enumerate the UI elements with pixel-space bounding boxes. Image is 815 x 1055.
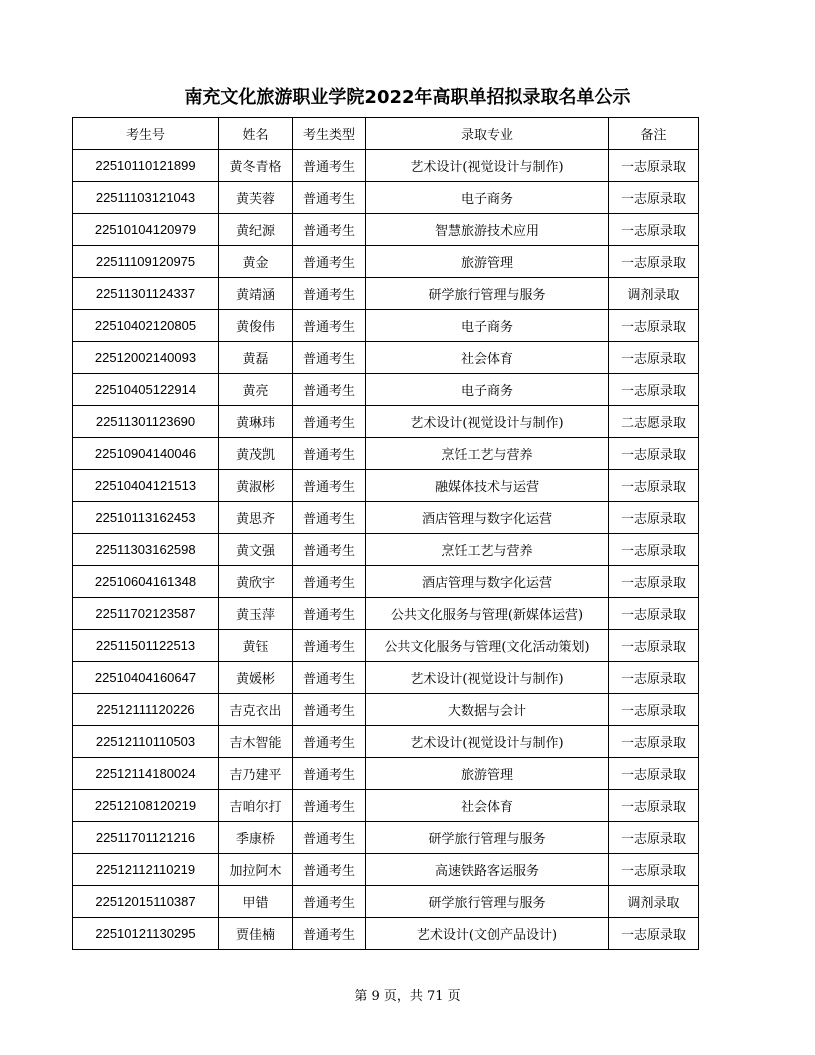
candidate-type-cell: 普通考生 [293,438,366,470]
major-cell: 研学旅行管理与服务 [366,886,609,918]
exam-id-cell: 22511301124337 [73,278,219,310]
exam-id-cell: 22512108120219 [73,790,219,822]
candidate-type-cell: 普通考生 [293,534,366,566]
table-row [73,438,699,470]
major-cell: 艺术设计(视觉设计与制作) [366,726,609,758]
major-cell: 大数据与会计 [366,694,609,726]
remark-cell: 一志原录取 [609,566,699,598]
remark-cell: 一志原录取 [609,662,699,694]
candidate-type-cell: 普通考生 [293,150,366,182]
candidate-type-cell: 普通考生 [293,406,366,438]
candidate-type-cell: 普通考生 [293,822,366,854]
candidate-type-cell: 普通考生 [293,278,366,310]
table-row [73,214,699,246]
candidate-type-cell: 普通考生 [293,918,366,950]
exam-id-cell: 22510121130295 [73,918,219,950]
name-cell: 吉克衣出 [219,694,293,726]
major-cell: 酒店管理与数字化运营 [366,502,609,534]
header-name: 姓名 [219,118,293,150]
remark-cell: 二志愿录取 [609,406,699,438]
major-cell: 社会体育 [366,342,609,374]
candidate-type-cell: 普通考生 [293,726,366,758]
exam-id-cell: 22511103121043 [73,182,219,214]
exam-id-cell: 22511303162598 [73,534,219,566]
name-cell: 黄媛彬 [219,662,293,694]
candidate-type-cell: 普通考生 [293,342,366,374]
remark-cell: 一志原录取 [609,310,699,342]
major-cell: 酒店管理与数字化运营 [366,566,609,598]
major-cell: 烹饪工艺与营养 [366,438,609,470]
table-row [73,566,699,598]
page-title: 南充文化旅游职业学院2022年高职单招拟录取名单公示 [184,87,631,108]
table-row [73,310,699,342]
remark-cell: 一志原录取 [609,694,699,726]
table-body [73,150,699,950]
exam-id-cell: 22510402120805 [73,310,219,342]
major-cell: 艺术设计(视觉设计与制作) [366,662,609,694]
name-cell: 黄俊伟 [219,310,293,342]
candidate-type-cell: 普通考生 [293,566,366,598]
major-cell: 研学旅行管理与服务 [366,822,609,854]
remark-cell: 一志原录取 [609,758,699,790]
exam-id-cell: 22510404160647 [73,662,219,694]
candidate-type-cell: 普通考生 [293,886,366,918]
exam-id-cell: 22510113162453 [73,502,219,534]
major-cell: 电子商务 [366,182,609,214]
exam-id-cell: 22512002140093 [73,342,219,374]
candidate-type-cell: 普通考生 [293,630,366,662]
table-row [73,886,699,918]
table-row [73,150,699,182]
name-cell: 黄冬青格 [219,150,293,182]
major-cell: 公共文化服务与管理(新媒体运营) [366,598,609,630]
table-row [73,854,699,886]
candidate-type-cell: 普通考生 [293,502,366,534]
remark-cell: 一志原录取 [609,822,699,854]
remark-cell: 调剂录取 [609,886,699,918]
exam-id-cell: 22510405122914 [73,374,219,406]
major-cell: 研学旅行管理与服务 [366,278,609,310]
candidate-type-cell: 普通考生 [293,662,366,694]
exam-id-cell: 22512111120226 [73,694,219,726]
table-row [73,342,699,374]
exam-id-cell: 22512110110503 [73,726,219,758]
name-cell: 黄磊 [219,342,293,374]
name-cell: 黄靖涵 [219,278,293,310]
name-cell: 黄思齐 [219,502,293,534]
exam-id-cell: 22511702123587 [73,598,219,630]
name-cell: 黄琳玮 [219,406,293,438]
exam-id-cell: 22511109120975 [73,246,219,278]
header-major: 录取专业 [366,118,609,150]
candidate-type-cell: 普通考生 [293,694,366,726]
major-cell: 电子商务 [366,374,609,406]
exam-id-cell: 22510404121513 [73,470,219,502]
name-cell: 黄亮 [219,374,293,406]
table-row [73,758,699,790]
exam-id-cell: 22510604161348 [73,566,219,598]
remark-cell: 一志原录取 [609,246,699,278]
header-exam-id: 考生号 [73,118,219,150]
remark-cell: 一志原录取 [609,502,699,534]
exam-id-cell: 22510904140046 [73,438,219,470]
table-row [73,726,699,758]
table-row [73,918,699,950]
candidate-type-cell: 普通考生 [293,470,366,502]
table-row [73,822,699,854]
table-row [73,278,699,310]
candidate-type-cell: 普通考生 [293,310,366,342]
table-header-row [73,118,699,150]
table-row [73,502,699,534]
candidate-type-cell: 普通考生 [293,182,366,214]
candidate-type-cell: 普通考生 [293,758,366,790]
admission-table [72,117,699,950]
name-cell: 黄淑彬 [219,470,293,502]
remark-cell: 一志原录取 [609,598,699,630]
name-cell: 黄欣宇 [219,566,293,598]
table-row [73,630,699,662]
name-cell: 加拉阿木 [219,854,293,886]
major-cell: 艺术设计(文创产品设计) [366,918,609,950]
remark-cell: 一志原录取 [609,342,699,374]
candidate-type-cell: 普通考生 [293,374,366,406]
header-remark: 备注 [609,118,699,150]
table-row [73,598,699,630]
major-cell: 社会体育 [366,790,609,822]
name-cell: 吉木智能 [219,726,293,758]
remark-cell: 一志原录取 [609,214,699,246]
name-cell: 黄纪源 [219,214,293,246]
remark-cell: 一志原录取 [609,918,699,950]
major-cell: 艺术设计(视觉设计与制作) [366,406,609,438]
candidate-type-cell: 普通考生 [293,790,366,822]
remark-cell: 一志原录取 [609,438,699,470]
remark-cell: 调剂录取 [609,278,699,310]
major-cell: 电子商务 [366,310,609,342]
table-row [73,374,699,406]
remark-cell: 一志原录取 [609,374,699,406]
name-cell: 黄玉萍 [219,598,293,630]
exam-id-cell: 22511501122513 [73,630,219,662]
remark-cell: 一志原录取 [609,182,699,214]
remark-cell: 一志原录取 [609,790,699,822]
table-row [73,470,699,502]
exam-id-cell: 22510104120979 [73,214,219,246]
name-cell: 黄芙蓉 [219,182,293,214]
page-footer: 第 9 页，共 71 页 [354,989,461,1004]
remark-cell: 一志原录取 [609,854,699,886]
major-cell: 融媒体技术与运营 [366,470,609,502]
table-row [73,662,699,694]
candidate-type-cell: 普通考生 [293,214,366,246]
name-cell: 黄金 [219,246,293,278]
remark-cell: 一志原录取 [609,470,699,502]
exam-id-cell: 22510110121899 [73,150,219,182]
exam-id-cell: 22511701121216 [73,822,219,854]
remark-cell: 一志原录取 [609,150,699,182]
table-row [73,694,699,726]
major-cell: 公共文化服务与管理(文化活动策划) [366,630,609,662]
remark-cell: 一志原录取 [609,534,699,566]
name-cell: 季康桥 [219,822,293,854]
name-cell: 黄文强 [219,534,293,566]
major-cell: 烹饪工艺与营养 [366,534,609,566]
name-cell: 吉咱尔打 [219,790,293,822]
table-row [73,406,699,438]
table-row [73,246,699,278]
exam-id-cell: 22512114180024 [73,758,219,790]
major-cell: 艺术设计(视觉设计与制作) [366,150,609,182]
name-cell: 贾佳楠 [219,918,293,950]
name-cell: 甲错 [219,886,293,918]
candidate-type-cell: 普通考生 [293,246,366,278]
table-row [73,534,699,566]
candidate-type-cell: 普通考生 [293,598,366,630]
major-cell: 旅游管理 [366,246,609,278]
table-row [73,182,699,214]
exam-id-cell: 22512015110387 [73,886,219,918]
header-candidate-type: 考生类型 [293,118,366,150]
remark-cell: 一志原录取 [609,630,699,662]
major-cell: 旅游管理 [366,758,609,790]
table-row [73,790,699,822]
exam-id-cell: 22512112110219 [73,854,219,886]
major-cell: 智慧旅游技术应用 [366,214,609,246]
major-cell: 高速铁路客运服务 [366,854,609,886]
remark-cell: 一志原录取 [609,726,699,758]
name-cell: 黄茂凯 [219,438,293,470]
candidate-type-cell: 普通考生 [293,854,366,886]
name-cell: 吉乃建平 [219,758,293,790]
exam-id-cell: 22511301123690 [73,406,219,438]
name-cell: 黄钰 [219,630,293,662]
